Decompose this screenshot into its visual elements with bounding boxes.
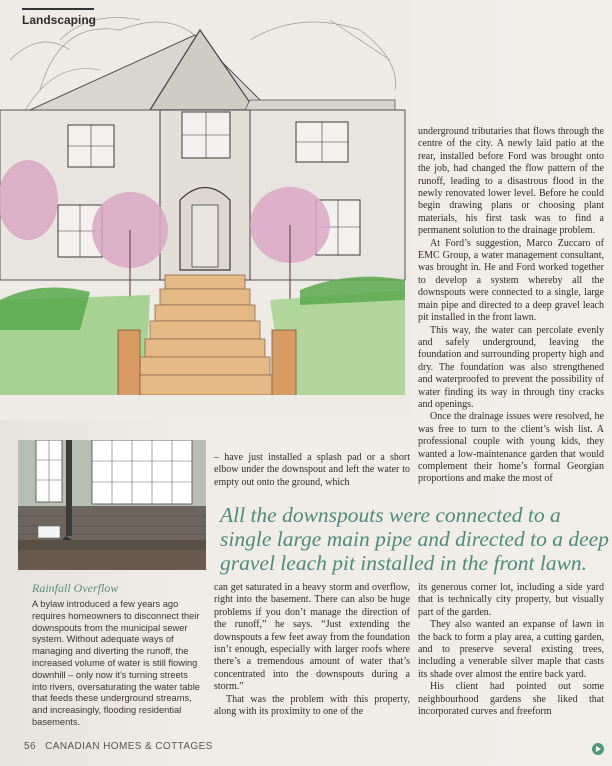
magazine-name: CANADIAN HOMES & COTTAGES bbox=[45, 741, 213, 752]
house-sketch-illustration bbox=[0, 0, 410, 420]
article-column-middle-bottom bbox=[214, 582, 410, 718]
section-label: Landscaping bbox=[22, 13, 97, 27]
paragraph: His client had pointed out some neighbourhood gardens she liked that incorporated curves and freeform bbox=[418, 681, 604, 718]
paragraph: – have just installed a splash pad or a short elbow under the downspout and left the water to empty out onto the ground, which bbox=[214, 452, 410, 488]
paragraph: Once the drainage issues were resolved, he was free to turn to the client’s wish list. A professional couple with young kids, they wanted a low-maintenance garden that would complement their home’s formal Georgian proportions and make the most of bbox=[418, 411, 604, 485]
article-column-right-top bbox=[418, 126, 604, 486]
page-number: 56 bbox=[24, 741, 36, 752]
paragraph: can get saturated in a heavy storm and overflow, right into the basement. There can also be huge problems if you don’t manage the direction of the runoff,” he says. “Just extending the downspouts a few feet away from the foundation isn’t enough, especially with larger roofs where there’s a tremendous amount of water that’s concentrated into the downspouts during a storm.” bbox=[214, 582, 410, 693]
section-rule bbox=[22, 8, 94, 10]
sidebar-body: A bylaw introduced a few years ago requires homeowners to disconnect their downspouts from the municipal sewer system. Without adequate ways of managing and diverting the runoff, the increased volume of water is still flowing downhill – only now it’s turning streets into rivers, oversaturating the water table that feeds these underground streams, and increasingly, flooding residential basements. bbox=[32, 599, 200, 727]
downspout-photo bbox=[18, 440, 206, 570]
page-footer bbox=[24, 741, 213, 752]
paragraph: underground tributaries that flows through the centre of the city. A newly laid patio at the rear, installed before Ford was brought onto the job, had changed the flow pattern of the runoff, leading to a disastrous flood in the newly renovated lower level. Before he could begin drawing plans or choosing plant materials, his first task was to find a permanent solution to the drainage problem. bbox=[418, 126, 604, 237]
paragraph: That was the problem with this property, along with its proximity to one of the bbox=[214, 693, 410, 718]
sidebar-heading: Rainfall Overflow bbox=[32, 581, 119, 595]
paragraph: its generous corner lot, including a side yard that is technically city property, but visually part of the garden. bbox=[418, 582, 604, 618]
paragraph: At Ford’s suggestion, Marco Zuccaro of EMC Group, a water management consultant, was brought in. He and Ford worked together to develop a system whereby all the downspouts were connected to a single, large main pipe and directed to a deep gravel leach pit installed in the front lawn. bbox=[418, 237, 604, 324]
paragraph: They also wanted an expanse of lawn in the back to form a play area, a cutting garden, and to preserve several existing trees, including a venerable silver maple that casts its shade over almost the entire back yard. bbox=[418, 619, 604, 680]
sidebar-box bbox=[32, 581, 202, 729]
article-column-middle-top bbox=[214, 452, 410, 489]
article-column-right-bottom bbox=[418, 582, 604, 718]
paragraph: This way, the water can percolate evenly and safely underground, leaving the foundation and surrounding property high and dry. The foundation was also strengthened and waterproofed to prevent the possibility of water finding its way in through tiny cracks and openings. bbox=[418, 324, 604, 410]
section-tag bbox=[22, 8, 97, 27]
next-page-arrow-icon[interactable] bbox=[592, 743, 604, 755]
pull-quote: All the downspouts were connected to a single large main pipe and directed to a deep gravel leach pit installed in the front lawn. bbox=[220, 503, 609, 575]
